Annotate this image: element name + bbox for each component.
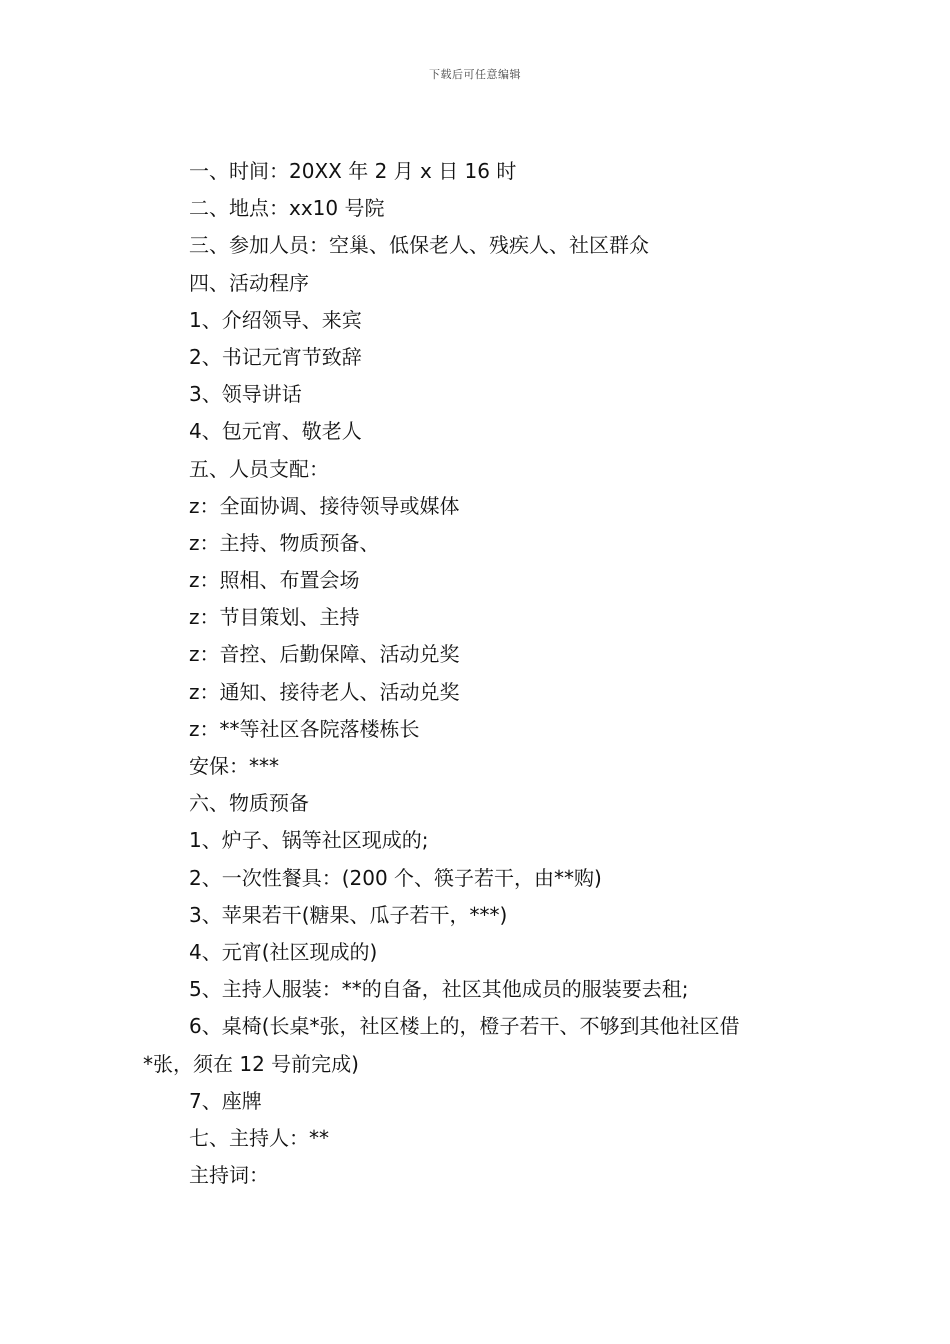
section-materials-heading: 六、物质预备 <box>189 791 309 816</box>
staff-item: z：全面协调、接待领导或媒体 <box>189 493 460 518</box>
staff-item: z：主持、物质预备、 <box>189 530 380 555</box>
program-item: 1、介绍领导、来宾 <box>189 307 362 332</box>
page-header-note: 下载后可任意编辑 <box>429 68 521 81</box>
document-body <box>0 153 950 1194</box>
section-staffing-heading: 五、人员支配： <box>189 456 329 481</box>
staff-item: z：音控、后勤保障、活动兑奖 <box>189 642 460 667</box>
section-participants: 三、参加人员：空巢、低保老人、残疾人、社区群众 <box>189 233 649 258</box>
materials-item: 6、桌椅(长桌*张，社区楼上的，橙子若干、不够到其他社区借 <box>189 1014 740 1039</box>
materials-item: 2、一次性餐具：(200 个、筷子若干，由**购) <box>189 865 602 890</box>
section-time: 一、时间：20XX 年 2 月 x 日 16 时 <box>189 159 517 183</box>
host-script-heading: 主持词： <box>189 1163 269 1188</box>
materials-item: 7、座牌 <box>189 1088 262 1113</box>
staff-item-security: 安保：*** <box>189 754 279 778</box>
section-program-heading: 四、活动程序 <box>189 270 309 295</box>
materials-item: 5、主持人服装：**的自备，社区其他成员的服装要去租; <box>189 977 689 1002</box>
materials-item-continuation: *张，须在 12 号前完成) <box>143 1051 359 1076</box>
program-item: 3、领导讲话 <box>189 382 302 407</box>
staff-item: z：照相、布置会场 <box>189 568 360 593</box>
staff-item: z：节目策划、主持 <box>189 605 360 630</box>
materials-item: 3、苹果若干(糖果、瓜子若干，***) <box>189 902 508 927</box>
staff-item: z：**等社区各院落楼栋长 <box>189 716 420 741</box>
materials-item: 4、元宵(社区现成的) <box>189 939 378 964</box>
materials-item: 1、炉子、锅等社区现成的; <box>189 828 429 853</box>
section-location: 二、地点：xx10 号院 <box>189 196 385 221</box>
program-item: 2、书记元宵节致辞 <box>189 344 362 369</box>
section-host-heading: 七、主持人：** <box>189 1125 329 1150</box>
staff-item: z：通知、接待老人、活动兑奖 <box>189 679 460 704</box>
program-item: 4、包元宵、敬老人 <box>189 419 362 444</box>
